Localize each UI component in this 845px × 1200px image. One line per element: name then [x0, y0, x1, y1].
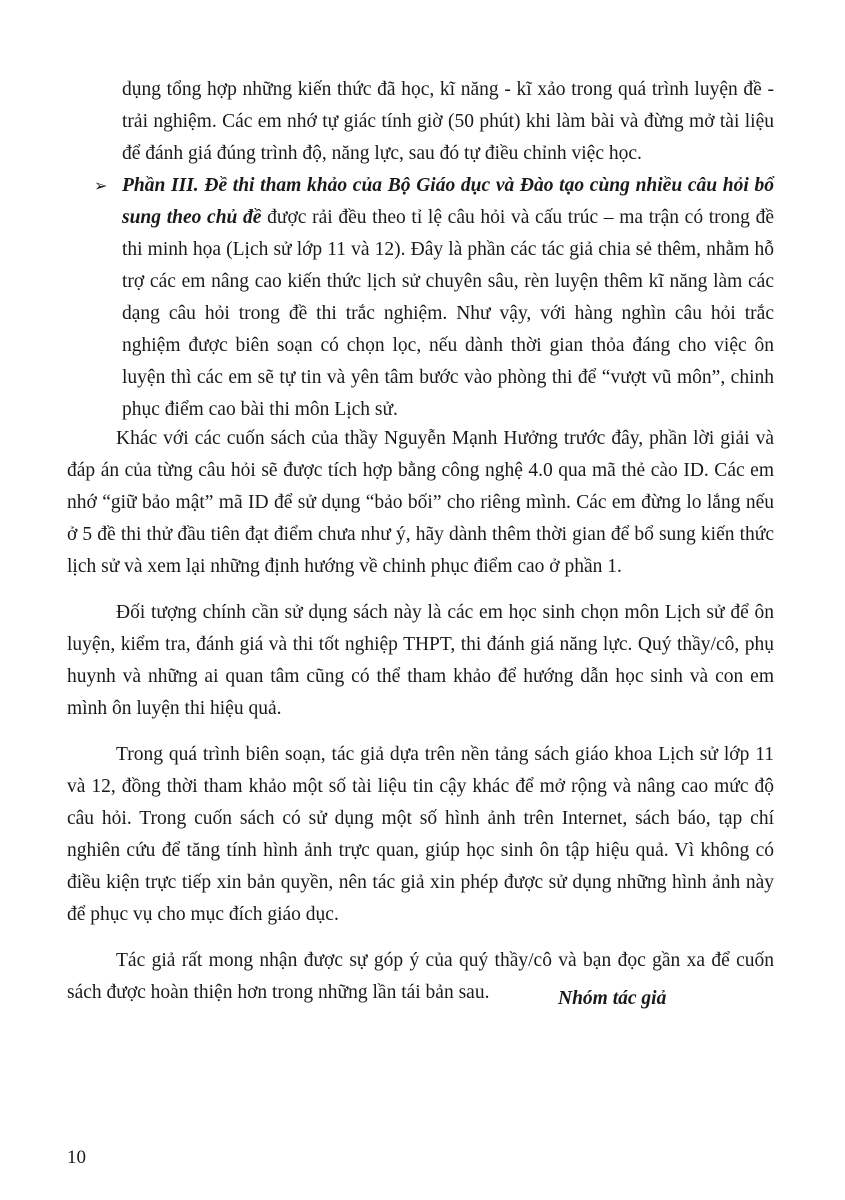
- paragraph-audience: Đối tượng chính cần sử dụng sách này là các em học sinh chọn môn Lịch sử để ôn luyện, kiểm tra, đánh giá và thi tốt nghiệp THPT, thi đánh giá năng lực. Quý thầy/cô, phụ huynh và những ai quan tâm cũng có thể tham khảo để hướng dẫn học sinh và con em mình ôn luyện thi hiệu quả.: [67, 602, 774, 719]
- author-signature: Nhóm tác giả: [558, 988, 667, 1009]
- bullet-bold-title: Phần III. Đề thi tham khảo của Bộ Giáo dục và Đào tạo cùng nhiều câu hỏi bổ sung theo chủ đề: [122, 175, 774, 228]
- bullet-item-part-3: [94, 170, 774, 426]
- page-number: 10: [67, 1147, 86, 1168]
- body-paragraphs: [67, 423, 774, 1023]
- continued-paragraph: dụng tổng hợp những kiến thức đã học, kĩ năng - kĩ xảo trong quá trình luyện đề - trải nghiệm. Các em nhớ tự giác tính giờ (50 phút) khi làm bài và đừng mở tài liệu để đánh giá đúng trình độ, năng lực, sau đó tự điều chỉnh việc học.: [122, 79, 774, 164]
- bullet-text: [122, 170, 774, 426]
- paragraph-answers-id: Khác với các cuốn sách của thầy Nguyễn Mạnh Hưởng trước đây, phần lời giải và đáp án của từng câu hỏi sẽ được tích hợp bằng công nghệ 4.0 qua mã thẻ cào ID. Các em nhớ “giữ bảo mật” mã ID để sử dụng “bảo bối” cho riêng mình. Các em đừng lo lắng nếu ở 5 đề thi thử đầu tiên đạt điểm chưa như ý, hãy dành thêm thời gian để bổ sung kiến thức lịch sử và xem lại những định hướng về chinh phục điểm cao ở phần 1.: [67, 428, 774, 577]
- paragraph-sources: Trong quá trình biên soạn, tác giả dựa trên nền tảng sách giáo khoa Lịch sử lớp 11 và 12, đồng thời tham khảo một số tài liệu tin cậy khác để mở rộng và nâng cao mức độ câu hỏi. Trong cuốn sách có sử dụng một số hình ảnh trên Internet, sách báo, tạp chí nghiên cứu để tăng tính hình ảnh trực quan, giúp học sinh ôn tập hiệu quả. Vì không có điều kiện trực tiếp xin bản quyền, nên tác giả xin phép được sử dụng những hình ảnh này để phục vụ cho mục đích giáo dục.: [67, 744, 774, 925]
- paragraph-feedback: Tác giả rất mong nhận được sự góp ý của quý thầy/cô và bạn đọc gần xa để cuốn sách được hoàn thiện hơn trong những lần tái bản sau.: [67, 950, 774, 1003]
- bullet-body: được rải đều theo tỉ lệ câu hỏi và cấu trúc – ma trận có trong đề thi minh họa (Lịch sử lớp 11 và 12). Đây là phần các tác giả chia sẻ thêm, nhằm hỗ trợ các em nâng cao kiến thức lịch sử chuyên sâu, rèn luyện thêm kĩ năng làm các dạng câu hỏi trong đề thi trắc nghiệm. Như vậy, với hàng nghìn câu hỏi trắc nghiệm được biên soạn có chọn lọc, nếu dành thời gian thỏa đáng cho việc ôn luyện thì các em sẽ tự tin và yên tâm bước vào phòng thi để “vượt vũ môn”, chinh phục điểm cao bài thi môn Lịch sử.: [122, 207, 774, 420]
- arrow-bullet-icon: ➢: [94, 176, 108, 195]
